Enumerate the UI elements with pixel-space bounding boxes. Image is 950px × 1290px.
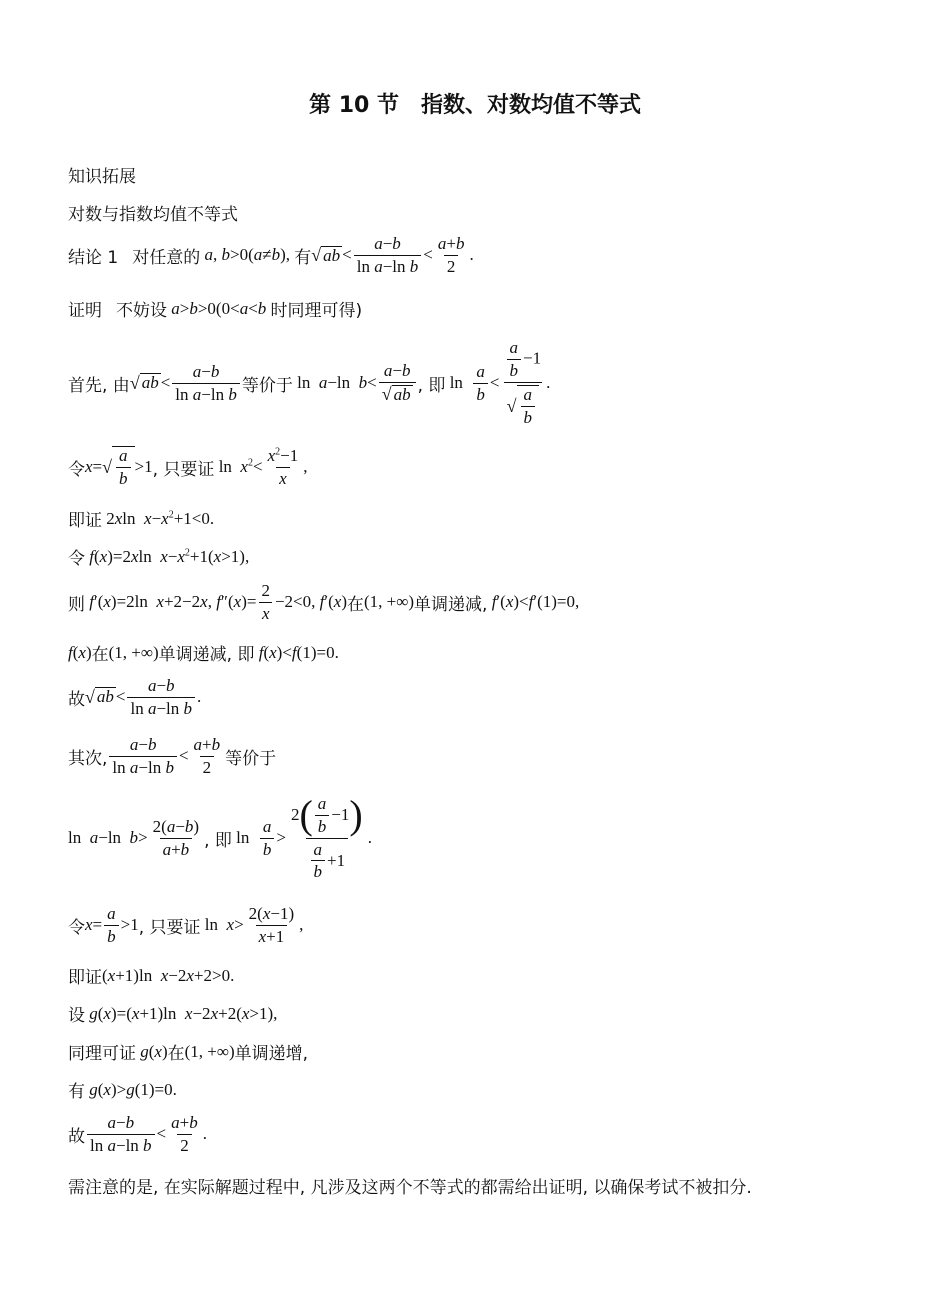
prove-2xlnx: 即证 2xln $x-x^2+1<0$. [68,508,215,531]
log-mean-fraction: $\frac{a-b}{\text{ln a−ln b}}$ [354,235,422,276]
conclusion-right: 故 $\frac{a-b}{\text{ln a−ln b}}$ < $\frac{a+b}{2}$ . [68,1112,207,1155]
section-heading: 知识拓展 [68,167,136,187]
proof-line: 证明 不妨设 a>b>0(0<a<b 时同理可得) [68,298,363,321]
conclusion-left: 故 √ ab < $\frac{a-b}{\text{ln a−ln b}}$ . [68,675,202,718]
subsection-heading: 对数与指数均值不等式 [68,205,238,225]
g-value: 有 g(x)>g(1)=0. [68,1079,177,1102]
let-x-sqrt: 令 x= √ $\frac{a}{b}$ >1 , 只要证 $\ln x^2<$ $\frac{x^2-1}{x}$ , [68,445,308,488]
sqrt-ab: √ ab [311,245,341,266]
conclusion-1: 结论 1 对任意的 a, b>0(a≠b), 有 √ ab < $\frac{a-b}{\text{ln a−ln b}}$ < $\frac{a+b}{2}$ . [68,234,474,276]
step-first: 首先, 由 √ ab < $\frac{a-b}{\text{ln a−ln b}}$ 等价于 ln a−ln b< a−b √ ab , 即 ln $\frac{a}{b}$ < $\frac{a}{b}$ −1 √ $\frac{a}{b}$ . [68,338,551,427]
step-second: 其次, $\frac{a-b}{\text{ln a−ln b}}$ < $\frac{a+b}{2}$ 等价于 [68,734,277,777]
page-title: 第 10 节 指数、对数均值不等式 [309,93,641,118]
f-decreasing: f(x) 在 (1, +∞) 单调递减, 即 f(x)<f(1)=0. [68,642,339,665]
define-f: 令 f(x)=2xln $x-x^2+1(x>1)$, [68,546,250,569]
second-equivalent: ln a−ln b> $\frac{2(a-b)}{a+b}$ , 即 ln $\frac{a}{b}$ > 2 ( $\frac{a}{b}$ −1 ) $\frac{a}{b}$ +1 . [68,792,372,882]
arith-mean-fraction: $\frac{a+b}{2}$ [437,234,465,276]
derivative-f: 则 f′(x)=2ln x+2−2x, f″(x)= $\frac{2}{x}$ −2<0, f′(x) 在 (1, +∞) 单调递减, f′(x)<f′(1)=0, [68,580,580,623]
let-x-ratio: 令 x= $\frac{a}{b}$ >1 , 只要证 ln x> $\frac{2(x-1)}{x+1}$ , [68,903,304,946]
define-g: 设 g(x)=(x+1)ln x−2x+2(x>1), [68,1003,278,1026]
prove-second: 即证 (x+1)ln x−2x+2>0. [68,965,235,988]
closing-note: 需注意的是, 在实际解题过程中, 凡涉及这两个不等式的都需给出证明, 以确保考试不被扣分. [68,1178,752,1198]
g-increasing: 同理可证 g(x) 在 (1, +∞) 单调递增, [68,1041,309,1064]
